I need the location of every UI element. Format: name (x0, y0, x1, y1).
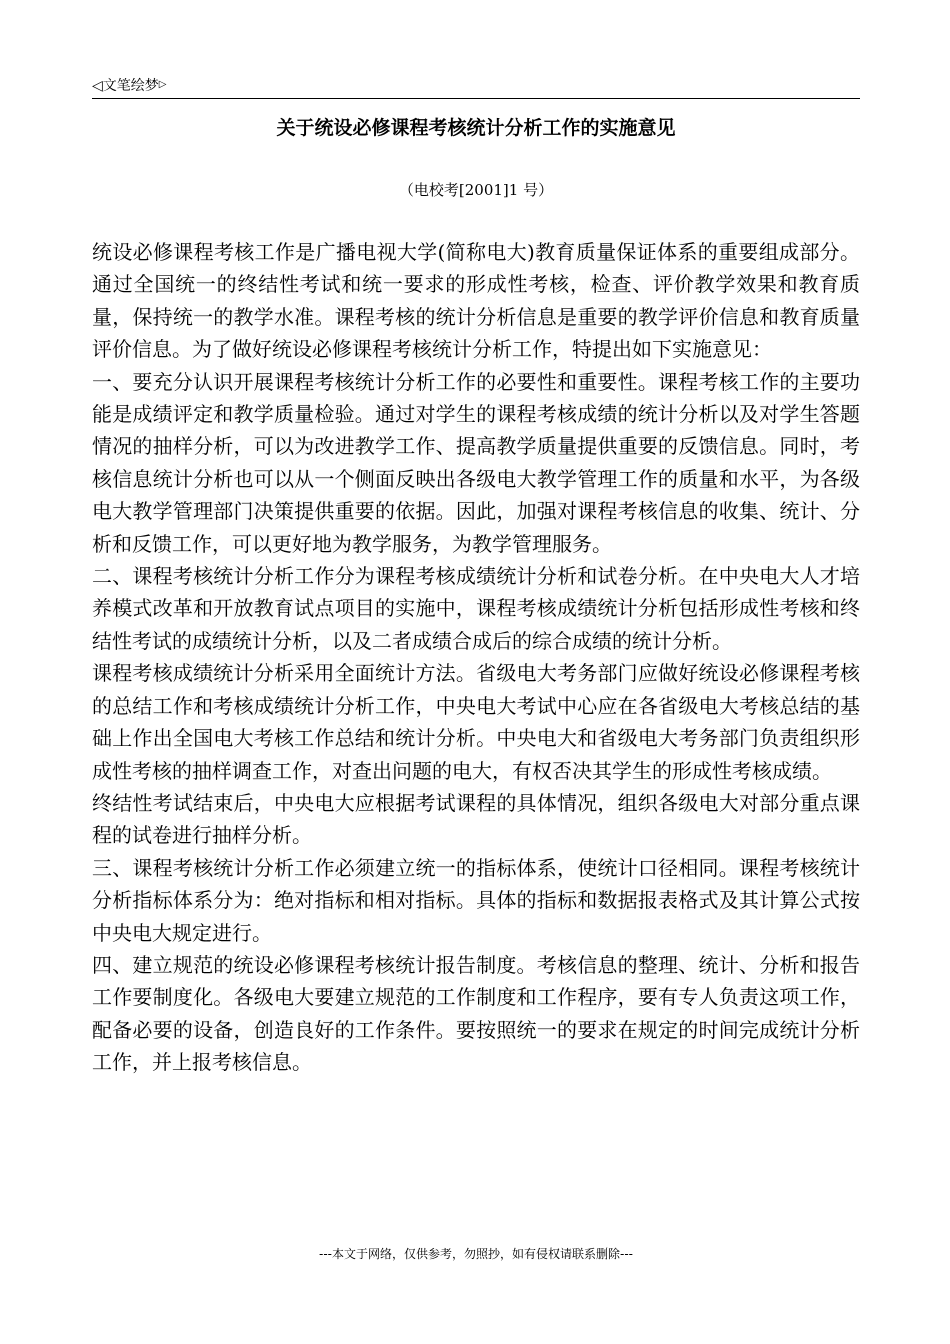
page-header (92, 74, 860, 99)
paragraph-section-4: 四、建立规范的统设必修课程考核统计报告制度。考核信息的整理、统计、分析和报告工作要制度化。各级电大要建立规范的工作制度和工作程序，要有专人负责这项工作，配备必要的设备，创造良好的工作条件。要按照统一的要求在规定的时间完成统计分析工作，并上报考核信息。 (92, 952, 860, 1075)
page-footer: ---本文于网络，仅供参考，勿照抄，如有侵权请联系删除--- (319, 1247, 633, 1261)
document-title: 关于统设必修课程考核统计分析工作的实施意见 (276, 117, 676, 139)
paragraph-section-2: 二、课程考核统计分析工作分为课程考核成绩统计分析和试卷分析。在中央电大人才培养模式改革和开放教育试点项目的实施中，课程考核成绩统计分析包括形成性考核和终结性考试的成绩统计分析，以及二者成绩合成后的综合成绩的统计分析。 (92, 564, 860, 653)
paragraph-intro: 统设必修课程考核工作是广播电视大学(简称电大)教育质量保证体系的重要组成部分。通过全国统一的终结性考试和统一要求的形成性考核，检查、评价教学效果和教育质量，保持统一的教学水准。课程考核的统计分析信息是重要的教学评价信息和教育质量评价信息。为了做好统设必修课程考核统计分析工作，特提出如下实施意见： (92, 240, 860, 362)
paragraph-section-2-stats: 课程考核成绩统计分析采用全面统计方法。省级电大考务部门应做好统设必修课程考核的总结工作和考核成绩统计分析工作，中央电大考试中心应在各省级电大考核总结的基础上作出全国电大考核工作总结和统计分析。中央电大和省级电大考务部门负责组织形成性考核的抽样调查工作，对查出问题的电大，有权否决其学生的形成性考核成绩。 (92, 661, 860, 783)
paragraph-section-1: 一、要充分认识开展课程考核统计分析工作的必要性和重要性。课程考核工作的主要功能是成绩评定和教学质量检验。通过对学生的课程考核成绩的统计分析以及对学生答题情况的抽样分析，可以为改进教学工作、提高教学质量提供重要的反馈信息。同时，考核信息统计分析也可以从一个侧面反映出各级电大教学管理工作的质量和水平，为各级电大教学管理部门决策提供重要的依据。因此，加强对课程考核信息的收集、统计、分析和反馈工作，可以更好地为教学服务，为教学管理服务。 (92, 369, 860, 556)
paragraph-section-3: 三、课程考核统计分析工作必须建立统一的指标体系，使统计口径相同。课程考核统计分析指标体系分为：绝对指标和相对指标。具体的指标和数据报表格式及其计算公式按中央电大规定进行。 (92, 855, 860, 945)
document-number: （电校考[2001]1 号） (398, 181, 554, 199)
document-body (92, 236, 860, 1079)
triangle-right-icon: ▷ (158, 79, 167, 90)
header-mark (92, 76, 166, 95)
triangle-left-icon: ◁ (92, 78, 103, 94)
paragraph-section-2-sampling: 终结性考试结束后，中央电大应根据考试课程的具体情况，组织各级电大对部分重点课程的试卷进行抽样分析。 (92, 790, 860, 848)
header-mark-text: 文笔绘梦 (102, 78, 159, 94)
